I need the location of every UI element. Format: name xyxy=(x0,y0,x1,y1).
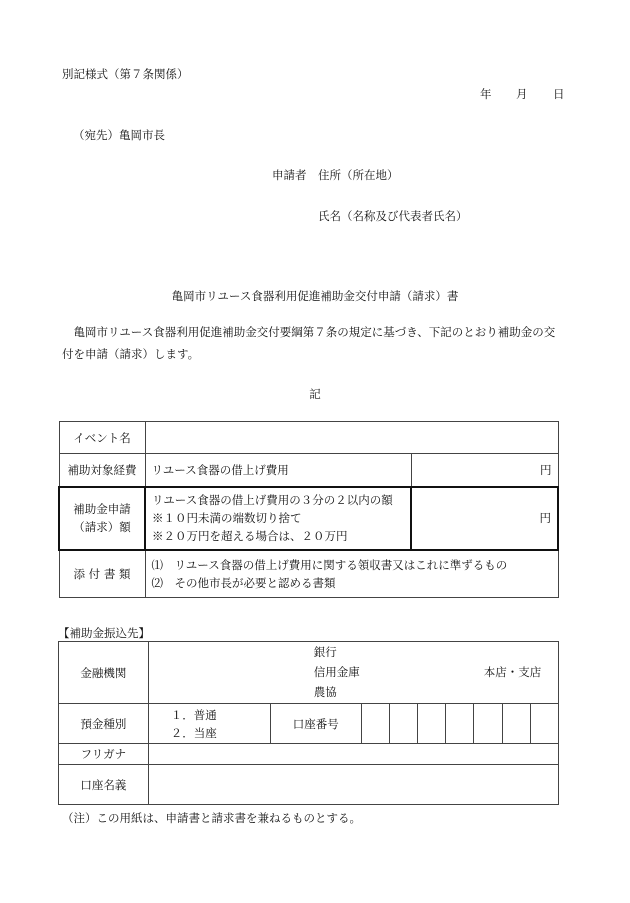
form-label: 別記様式（第７条関係） xyxy=(62,67,189,81)
expense-desc: リユース食器の借上げ費用 xyxy=(145,454,411,487)
institution-label: 金融機関 xyxy=(59,642,149,704)
type-ordinary: １．普通 xyxy=(170,707,217,722)
holder-label: 口座名義 xyxy=(59,765,149,805)
bank-option: 銀行 xyxy=(313,645,337,659)
date-month: 月 xyxy=(516,87,528,101)
account-digit-5[interactable] xyxy=(474,704,502,744)
yen-label: 円 xyxy=(539,511,551,525)
account-type-label: 預金種別 xyxy=(59,704,149,744)
expense-label: 補助対象経費 xyxy=(59,454,145,487)
account-digit-7[interactable] xyxy=(530,704,558,744)
amount-label-line2: （請求）額 xyxy=(73,520,131,534)
institution-value[interactable] xyxy=(148,642,558,704)
amount-desc-line3: ※２０万円を超える場合は、２０万円 xyxy=(152,529,348,543)
bank-table xyxy=(58,641,559,805)
attachment-item-1: ⑴ リユース食器の借上げ費用に関する領収書又はこれに準ずるもの xyxy=(151,557,508,572)
event-label: イベント名 xyxy=(59,422,145,454)
account-digit-3[interactable] xyxy=(418,704,446,744)
furigana-value[interactable] xyxy=(148,744,558,765)
holder-row xyxy=(59,765,559,805)
expense-amount[interactable] xyxy=(411,454,558,487)
bank-heading: 【補助金振込先】 xyxy=(58,626,150,640)
yen-label: 円 xyxy=(540,462,552,477)
furigana-row xyxy=(59,744,559,765)
amount-label xyxy=(59,487,145,550)
branch-option: 本店・支店 xyxy=(483,665,542,679)
attachment-item-2: ⑵ その他市長が必要と認める書類 xyxy=(151,575,336,590)
account-digit-6[interactable] xyxy=(502,704,530,744)
account-digit-2[interactable] xyxy=(389,704,417,744)
account-digit-1[interactable] xyxy=(361,704,389,744)
amount-label-line1: 補助金申請 xyxy=(73,502,131,516)
account-digit-4[interactable] xyxy=(446,704,474,744)
applicant-label: 申請者 xyxy=(272,168,307,182)
attachment-label: 添 付 書 類 xyxy=(59,550,145,598)
agri-option: 農協 xyxy=(313,685,337,699)
event-row xyxy=(59,422,558,454)
furigana-label: フリガナ xyxy=(59,744,149,765)
attachment-list xyxy=(145,550,558,598)
account-row xyxy=(59,704,559,744)
credit-union-option: 信用金庫 xyxy=(313,665,360,679)
document-title: 亀岡市リユース食器利用促進補助金交付申請（請求）書 xyxy=(171,289,459,303)
date-year: 年 xyxy=(480,87,492,101)
expense-row xyxy=(59,454,558,487)
footnote: （注）この用紙は、申請書と請求書を兼ねるものとする。 xyxy=(62,811,361,825)
holder-value[interactable] xyxy=(148,765,558,805)
event-value[interactable] xyxy=(145,422,558,454)
application-table xyxy=(58,421,559,598)
amount-value[interactable] xyxy=(411,487,558,550)
amount-desc xyxy=(145,487,411,550)
account-type-options[interactable] xyxy=(148,704,270,744)
body-text: 亀岡市リユース食器利用促進補助金交付要綱第７条の規定に基づき、下記のとおり補助金の交付を申請（請求）します。 xyxy=(62,325,556,361)
addressee: （宛先）亀岡市長 xyxy=(73,128,165,142)
type-current: ２．当座 xyxy=(170,725,217,740)
institution-row xyxy=(59,642,559,704)
address-label: 住所（所在地） xyxy=(318,168,399,182)
amount-row xyxy=(59,487,558,550)
date-day: 日 xyxy=(553,87,565,101)
name-label: 氏名（名称及び代表者氏名） xyxy=(318,209,468,223)
amount-desc-line1: リユース食器の借上げ費用の３分の２以内の額 xyxy=(152,493,393,507)
account-no-label: 口座番号 xyxy=(270,704,361,744)
ki-label: 記 xyxy=(309,387,321,401)
attachment-row xyxy=(59,550,558,598)
amount-desc-line2: ※１０円未満の端数切り捨て xyxy=(152,511,302,525)
